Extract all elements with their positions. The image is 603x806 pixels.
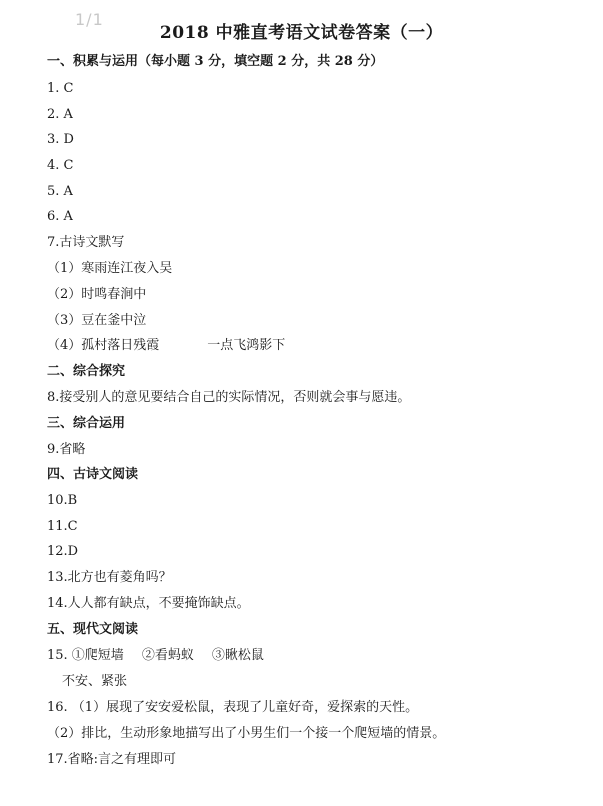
answer-line [47,183,73,201]
line-text: （3）豆在釜中泣 [47,313,147,328]
answer-line [47,234,124,252]
line-text: 7.古诗文默写 [47,235,125,250]
line-text: 17.省略:言之有理即可 [47,752,177,767]
answer-line [47,699,418,717]
line-text: 14.人人都有缺点，不要掩饰缺点。 [47,596,250,611]
answer-line [62,673,127,691]
line-text: 3. D [47,132,74,147]
answer-line [47,569,172,587]
answer-line [47,286,146,304]
line-text: 8.接受别人的意见要结合自己的实际情况，否则就会事与愿违。 [47,390,411,405]
answer-line [47,260,172,278]
line-text: 15. ①爬短墙 [47,648,124,663]
line-text: 四、古诗文阅读 [47,467,139,482]
line-text: 6. A [47,209,73,224]
answer-line [47,106,73,124]
line-text: 10.B [47,493,78,508]
answer-line [47,337,285,355]
line-text: 2. A [47,107,73,122]
answer-line [47,80,73,98]
section-heading [47,621,138,639]
section-heading [47,53,383,71]
line-text: 12.D [47,544,79,559]
answer-line [47,157,73,175]
line-text: 三、综合运用 [47,416,126,431]
line-text: （1）寒雨连江夜入吴 [47,261,173,276]
answer-line [47,492,77,510]
line-text: 16. （1）展现了安安爱松鼠，表现了儿童好奇，爱探索的天性。 [47,700,419,715]
line-text: 五、现代文阅读 [47,622,139,637]
line-text: （2）时鸣春涧中 [47,287,147,302]
answer-line [47,725,445,743]
line-text: 13.北方也有菱角吗？ [47,570,172,585]
section-heading [47,363,125,381]
answer-line [47,441,85,459]
line-text: 4. C [47,158,74,173]
line-text-extra: ②看蚂蚁 [141,648,194,663]
page-title: 2018 中雅直考语文试卷答案（一） [159,23,444,43]
line-text: 二、综合探究 [47,364,126,379]
line-text-extra: 一点飞鸿影下 [207,338,286,353]
line-text: 11.C [47,519,78,534]
answer-line [47,518,78,536]
line-text: （4）孤村落日残霞 [47,338,160,353]
answer-line [47,389,410,407]
answer-line [47,595,250,613]
answer-line [47,208,73,226]
answer-line [47,647,264,665]
page-number-mark: 1/1 [75,10,104,29]
line-text: 不安、紧张 [62,674,128,689]
section-heading [47,466,138,484]
answer-line [47,751,176,769]
answer-line [47,131,74,149]
line-text: 一、积累与运用（每小题 3 分，填空题 2 分，共 28 分） [47,54,384,69]
line-text: （2）排比，生动形象地描写出了小男生们一个接一个爬短墙的情景。 [47,726,446,741]
line-text: 5. A [47,184,73,199]
answer-line [47,312,146,330]
line-text: 9.省略 [47,442,86,457]
line-text: 1. C [47,81,74,96]
line-text-extra: ③瞅松鼠 [211,648,264,663]
section-heading [47,415,125,433]
answer-line [47,543,78,561]
